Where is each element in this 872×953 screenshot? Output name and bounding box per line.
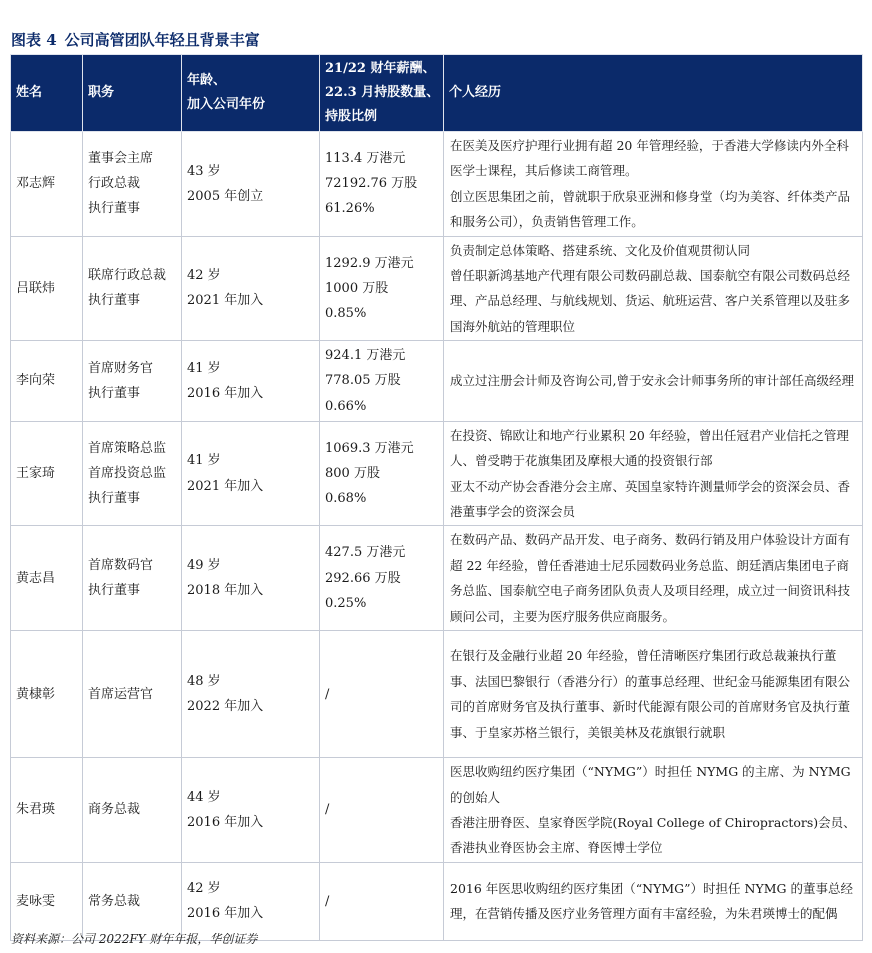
cell-pay [320, 421, 444, 526]
header-row [11, 55, 863, 132]
cell-bio [444, 631, 863, 758]
position-line: 首席投资总监 [88, 466, 167, 482]
bio-paragraph: 在银行及金融行业超 20 年经验，曾任清晰医疗集团行政总裁兼执行董事、法国巴黎银行（香港分行）的董事总经理、世纪金马能源集团有限公司的首席财务官及执行董事、新时代能源有限公司的首席财务官及执行董事、于皇家苏格兰银行，美银美林及花旗银行就职 [450, 648, 851, 740]
ratio-line: 0.68% [325, 491, 367, 507]
ratio-line: 0.66% [325, 398, 367, 414]
age-line: 41 岁 [187, 453, 221, 469]
bio-paragraph: 创立医思集团之前，曾就职于欣泉亚洲和修身堂（均为美容、纤体类产品和服务公司），负责销售管理工作。 [450, 188, 851, 230]
cell-bio [444, 341, 863, 422]
table-row [11, 236, 863, 341]
position-line: 执行董事 [88, 386, 141, 402]
header-name: 姓名 [11, 55, 83, 132]
cell-pay [320, 862, 444, 940]
position-line: 商务总裁 [88, 802, 141, 818]
join-line: 2005 年创立 [187, 188, 264, 204]
table-row [11, 862, 863, 940]
position-line: 董事会主席 [88, 151, 154, 166]
header-position: 职务 [83, 55, 182, 132]
age-line: 49 岁 [187, 558, 221, 574]
pay-line: 924.1 万港元 [325, 348, 406, 364]
cell-pay [320, 341, 444, 422]
cell-position [83, 862, 182, 940]
cell-bio [444, 862, 863, 940]
position-line: 执行董事 [88, 583, 141, 599]
cell-name: 王家琦 [11, 421, 83, 526]
cell-age [182, 758, 320, 863]
ratio-line: 61.26% [325, 201, 375, 217]
pay-line: 1292.9 万港元 [325, 255, 414, 271]
table-row [11, 341, 863, 422]
position-line: 常务总裁 [88, 893, 141, 909]
shares-line: 292.66 万股 [325, 570, 401, 586]
cell-bio [444, 526, 863, 631]
table-row [11, 421, 863, 526]
ratio-line: 0.25% [325, 595, 367, 611]
cell-pay [320, 758, 444, 863]
pay-line: / [325, 686, 330, 702]
age-line: 43 岁 [187, 163, 221, 179]
bio-paragraph: 在医美及医疗护理行业拥有超 20 年管理经验，于香港大学修读内外全科医学士课程，其后修读工商管理。 [450, 138, 849, 179]
cell-bio [444, 132, 863, 237]
bio-paragraph: 曾任职新鸿基地产代理有限公司数码副总裁、国泰航空有限公司数码总经理、产品总经理、与航线规划、货运、航班运营、客户关系管理以及驻多国海外航站的管理职位 [450, 268, 851, 334]
executive-table [10, 54, 863, 941]
age-line: 48 岁 [187, 673, 221, 689]
position-line: 首席数码官 [88, 558, 154, 574]
cell-position [83, 758, 182, 863]
shares-line: 1000 万股 [325, 280, 389, 296]
cell-name: 麦咏雯 [11, 862, 83, 940]
cell-name: 黄棣彰 [11, 631, 83, 758]
cell-age [182, 236, 320, 341]
table-row [11, 631, 863, 758]
join-line: 2022 年加入 [187, 699, 264, 715]
cell-pay [320, 526, 444, 631]
cell-bio [444, 236, 863, 341]
header-pay-line: 22.3 月持股数量、 [325, 85, 440, 100]
table-row [11, 758, 863, 863]
age-line: 44 岁 [187, 789, 221, 805]
position-line: 执行董事 [88, 201, 141, 217]
position-line: 行政总裁 [88, 176, 141, 192]
cell-age [182, 526, 320, 631]
header-bio: 个人经历 [444, 55, 863, 132]
header-pay-line: 持股比例 [325, 109, 378, 124]
bio-paragraph: 在投资、锦欧让和地产行业累积 20 年经验，曾出任冠君产业信托之管理人、曾受聘于花旗集团及摩根大通的投资银行部 [450, 427, 849, 469]
cell-bio [444, 758, 863, 863]
shares-line: 800 万股 [325, 466, 380, 482]
header-pay-line: 21/22 财年薪酬、 [325, 61, 436, 76]
pay-line: 1069.3 万港元 [325, 440, 414, 456]
join-line: 2018 年加入 [187, 583, 264, 599]
header-age-line: 加入公司年份 [187, 97, 266, 112]
table-row [11, 132, 863, 237]
position-line: 联席行政总裁 [88, 268, 167, 284]
position-line: 首席运营官 [88, 686, 154, 702]
source-note: 资料来源：公司 2022FY 财年年报，华创证券 [11, 932, 258, 946]
cell-position [83, 526, 182, 631]
position-line: 首席财务官 [88, 360, 154, 376]
header-pay [320, 55, 444, 132]
cell-age [182, 421, 320, 526]
join-line: 2021 年加入 [187, 478, 264, 494]
pay-line: / [325, 893, 330, 909]
ratio-line: 0.85% [325, 306, 367, 322]
cell-age [182, 341, 320, 422]
cell-name: 朱君瑛 [11, 758, 83, 863]
cell-pay [320, 631, 444, 758]
age-line: 41 岁 [187, 360, 221, 376]
cell-position [83, 421, 182, 526]
cell-position [83, 631, 182, 758]
cell-age [182, 132, 320, 237]
cell-name: 黄志昌 [11, 526, 83, 631]
join-line: 2016 年加入 [187, 906, 264, 922]
pay-line: 427.5 万港元 [325, 545, 406, 561]
cell-pay [320, 132, 444, 237]
figure-title-text: 公司高管团队年轻且背景丰富 [64, 31, 260, 49]
bio-paragraph: 亚太不动产协会香港分会主席、英国皇家特许测量师学会的资深会员、香港董事学会的资深会员 [450, 478, 851, 520]
cell-bio [444, 421, 863, 526]
cell-position [83, 132, 182, 237]
cell-name: 邓志辉 [11, 132, 83, 237]
cell-age [182, 862, 320, 940]
join-line: 2021 年加入 [187, 293, 264, 309]
position-line: 首席策略总监 [88, 440, 167, 456]
table-row [11, 526, 863, 631]
cell-age [182, 631, 320, 758]
bio-paragraph: 香港注册脊医、皇家脊医学院(Royal College of Chiropractors)会员、香港执业脊医协会主席、脊医博士学位 [450, 814, 856, 856]
position-line: 执行董事 [88, 491, 141, 507]
join-line: 2016 年加入 [187, 386, 264, 402]
position-line: 执行董事 [88, 293, 141, 309]
join-line: 2016 年加入 [187, 814, 264, 830]
shares-line: 778.05 万股 [325, 373, 401, 389]
cell-position [83, 341, 182, 422]
header-age [182, 55, 320, 132]
pay-line: / [325, 802, 330, 818]
bio-paragraph: 医思收购纽约医疗集团（“NYMG”）时担任 NYMG 的主席、为 NYMG 的创始人 [450, 764, 851, 805]
age-line: 42 岁 [187, 268, 221, 284]
age-line: 42 岁 [187, 881, 221, 897]
header-age-line: 年龄、 [187, 73, 227, 88]
shares-line: 72192.76 万股 [325, 176, 418, 192]
bio-paragraph: 负责制定总体策略、搭建系统、文化及价值观贯彻认同 [450, 242, 751, 258]
cell-position [83, 236, 182, 341]
bio-paragraph: 在数码产品、数码产品开发、电子商务、数码行销及用户体验设计方面有超 22 年经验，曾任香港迪士尼乐园数码业务总监、朗廷酒店集团电子商务总监、国泰航空电子商务团队负责人及项目经理，成立过一间资讯科技顾问公司，主要为医疗服务供应商服务。 [450, 532, 851, 624]
bio-paragraph: 2016 年医思收购纽约医疗集团（“NYMG”）时担任 NYMG 的董事总经理，在营销传播及医疗业务管理方面有丰富经验，为朱君瑛博士的配偶 [450, 880, 853, 922]
figure-title [11, 29, 260, 51]
figure-number: 图表 4 [11, 31, 57, 49]
pay-line: 113.4 万港元 [325, 151, 406, 166]
bio-paragraph: 成立过注册会计师及咨询公司,曾于安永会计师事务所的审计部任高级经理 [450, 373, 854, 389]
cell-pay [320, 236, 444, 341]
cell-name: 李向荣 [11, 341, 83, 422]
cell-name: 吕联炜 [11, 236, 83, 341]
